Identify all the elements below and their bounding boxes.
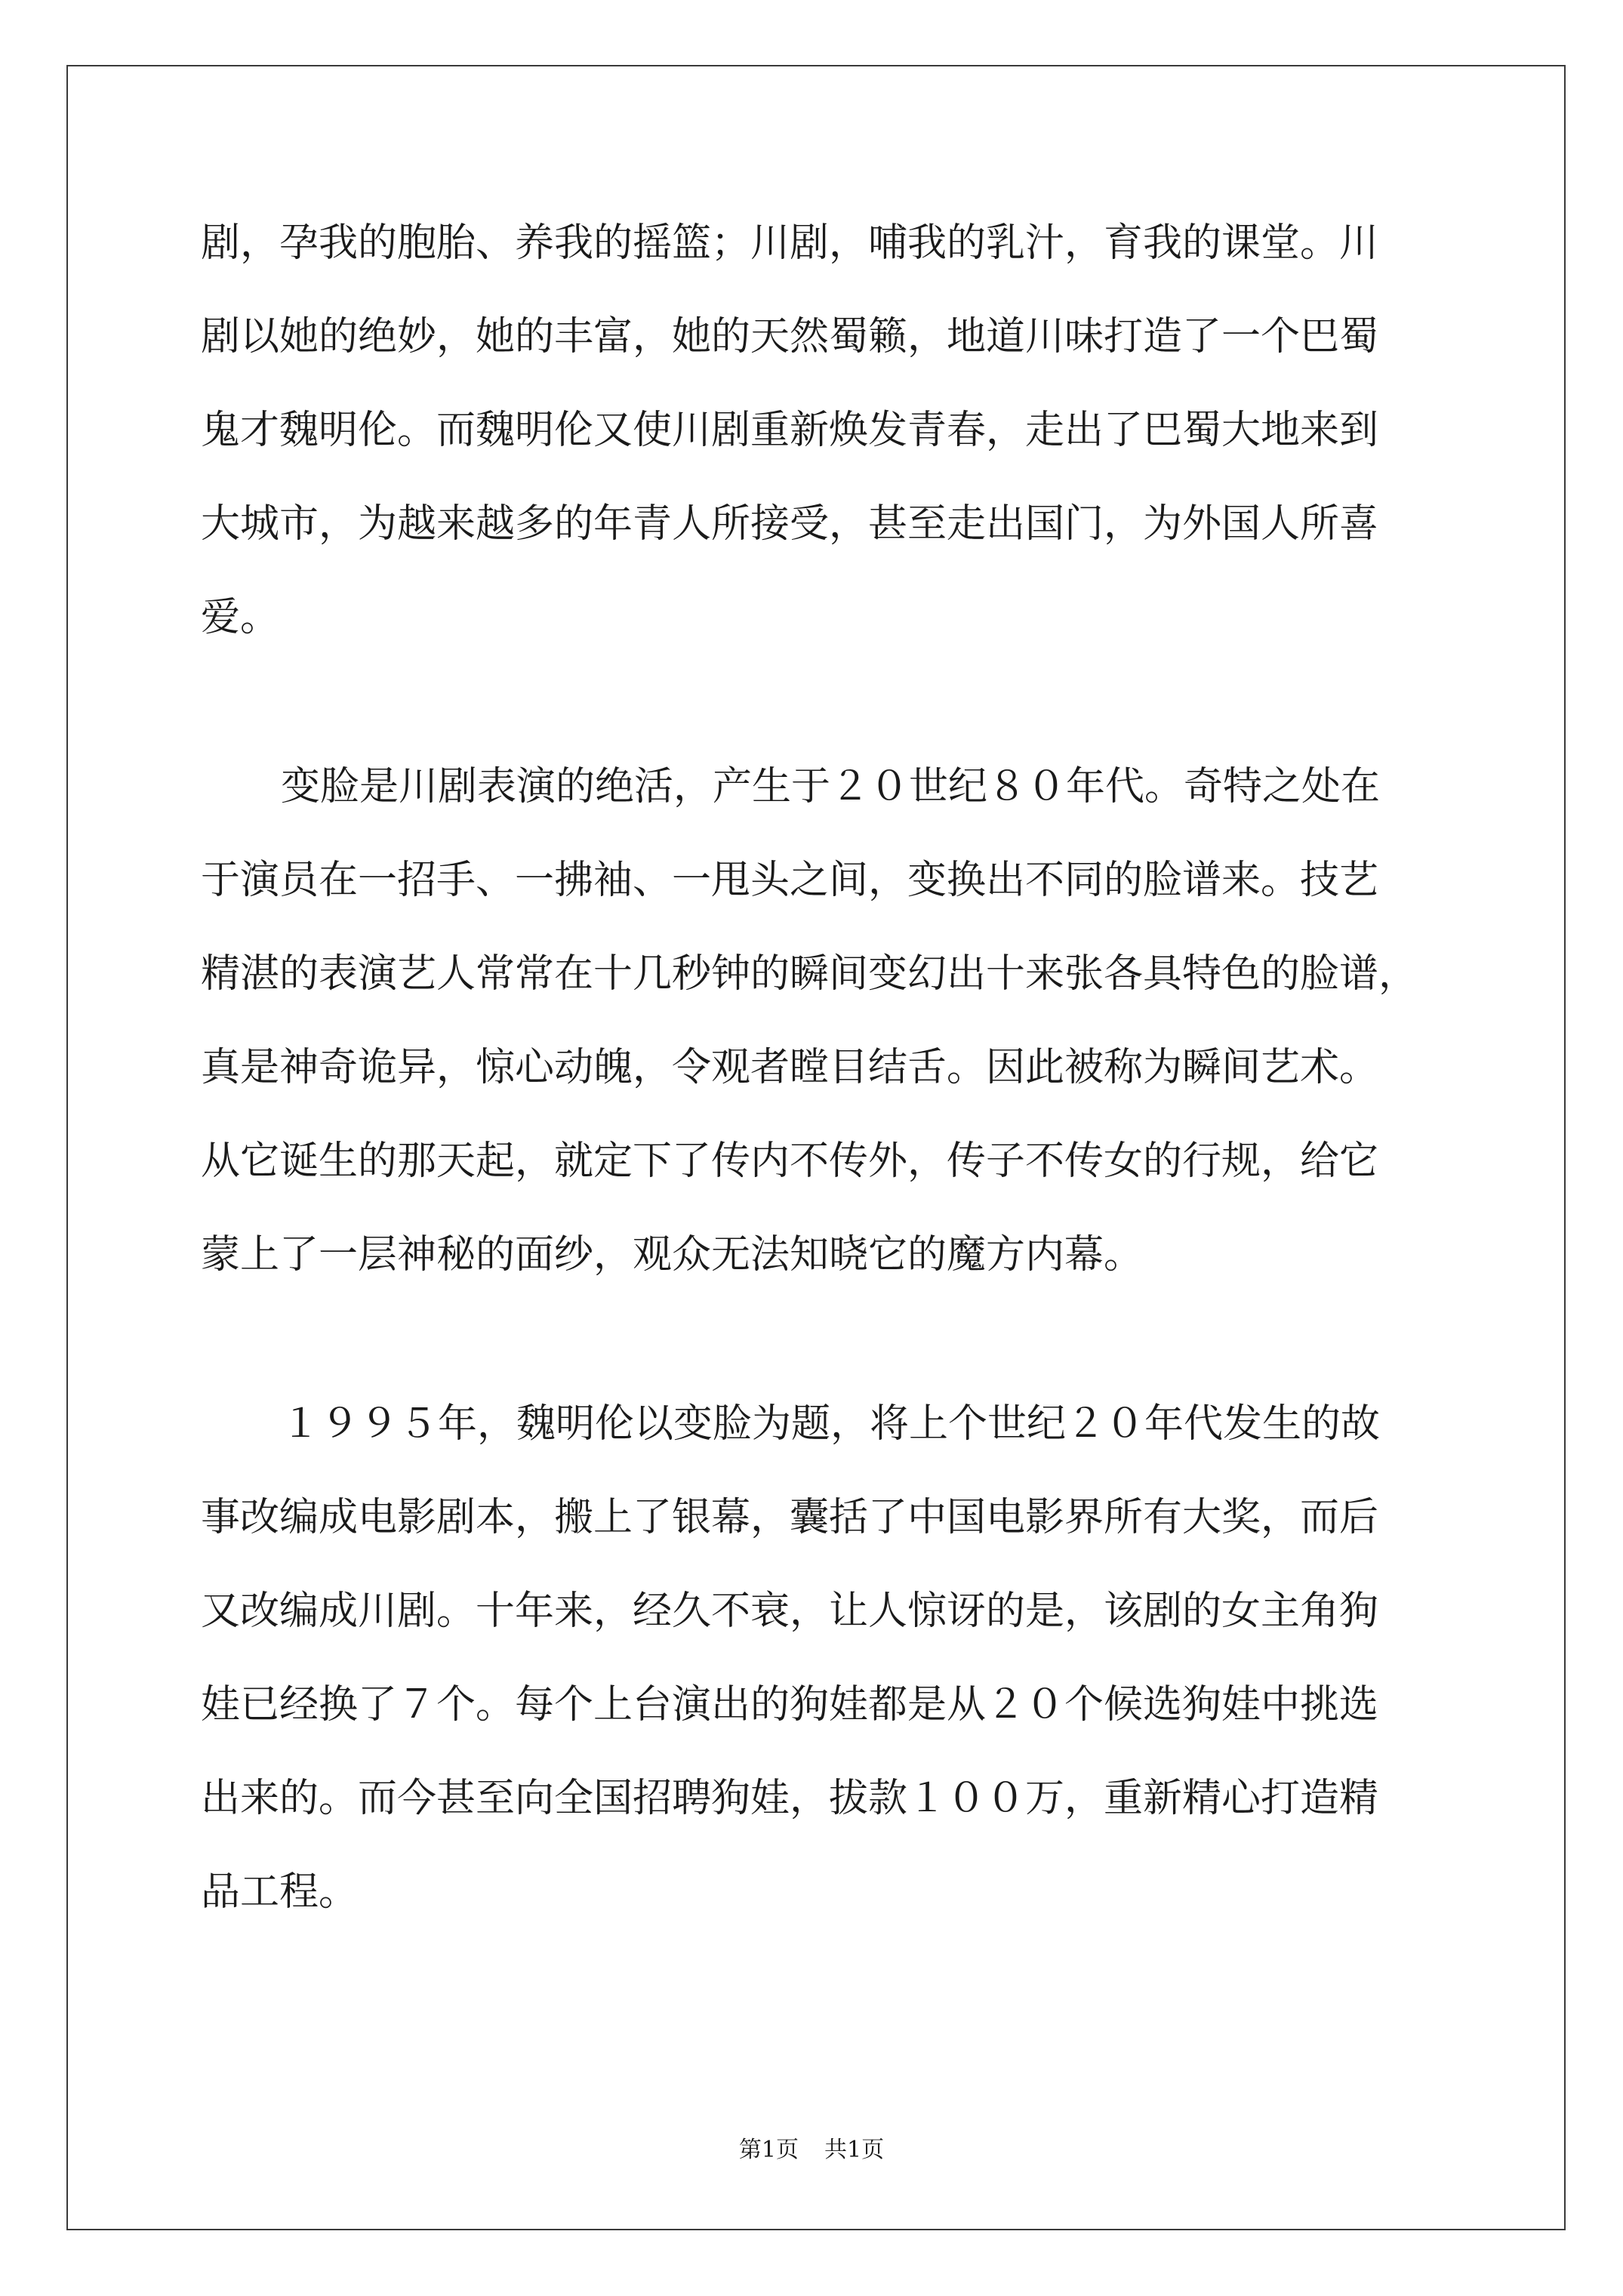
paragraph-1-line-4: 大城市，为越来越多的年青人所接受，甚至走出国门，为外国人所喜 [201, 501, 1379, 547]
paragraph-2-line-3: 精湛的表演艺人常常在十几秒钟的瞬间变幻出十来张各具特色的脸谱， [201, 951, 1418, 997]
paragraph-2-line-1: 变脸是川剧表演的绝活，产生于２０世纪８０年代。奇特之处在 [281, 764, 1381, 809]
paragraph-2-line-5: 从它诞生的那天起，就定下了传内不传外，传子不传女的行规，给它 [201, 1139, 1379, 1184]
paragraph-1-line-1: 剧，孕我的胞胎、养我的摇篮；川剧，哺我的乳汁，育我的课堂。川 [201, 220, 1379, 266]
paragraph-3-line-2: 事改编成电影剧本，搬上了银幕，囊括了中国电影界所有大奖，而后 [201, 1495, 1379, 1540]
paragraph-1-line-5: 爱。 [201, 595, 280, 640]
paragraph-2-line-4: 真是神奇诡异，惊心动魄，令观者瞠目结舌。因此被称为瞬间艺术。 [201, 1045, 1379, 1090]
paragraph-3-line-1: １９９５年，魏明伦以变脸为题，将上个世纪２０年代发生的故 [281, 1401, 1381, 1447]
paragraph-3-line-5: 出来的。而今甚至向全国招聘狗娃，拔款１００万，重新精心打造精 [201, 1776, 1379, 1821]
page-total: 共1页 [824, 2137, 885, 2163]
page-number: 第1页 [738, 2137, 799, 2163]
paragraph-1-line-2: 剧以她的绝妙，她的丰富，她的天然蜀籁，地道川味打造了一个巴蜀 [201, 314, 1379, 359]
paragraph-2-line-6: 蒙上了一层神秘的面纱，观众无法知晓它的魔方内幕。 [201, 1232, 1144, 1277]
paragraph-3-line-3: 又改编成川剧。十年来，经久不衰，让人惊讶的是，该剧的女主角狗 [201, 1589, 1379, 1634]
paragraph-3-line-4: 娃已经换了７个。每个上台演出的狗娃都是从２０个候选狗娃中挑选 [201, 1682, 1379, 1727]
paragraph-1-line-3: 鬼才魏明伦。而魏明伦又使川剧重新焕发青春，走出了巴蜀大地来到 [201, 408, 1379, 453]
paragraph-3-line-6: 品工程。 [201, 1869, 359, 1915]
paragraph-2-line-2: 于演员在一招手、一拂袖、一甩头之间，变换出不同的脸谱来。技艺 [201, 858, 1379, 903]
page-footer [0, 2135, 1623, 2165]
